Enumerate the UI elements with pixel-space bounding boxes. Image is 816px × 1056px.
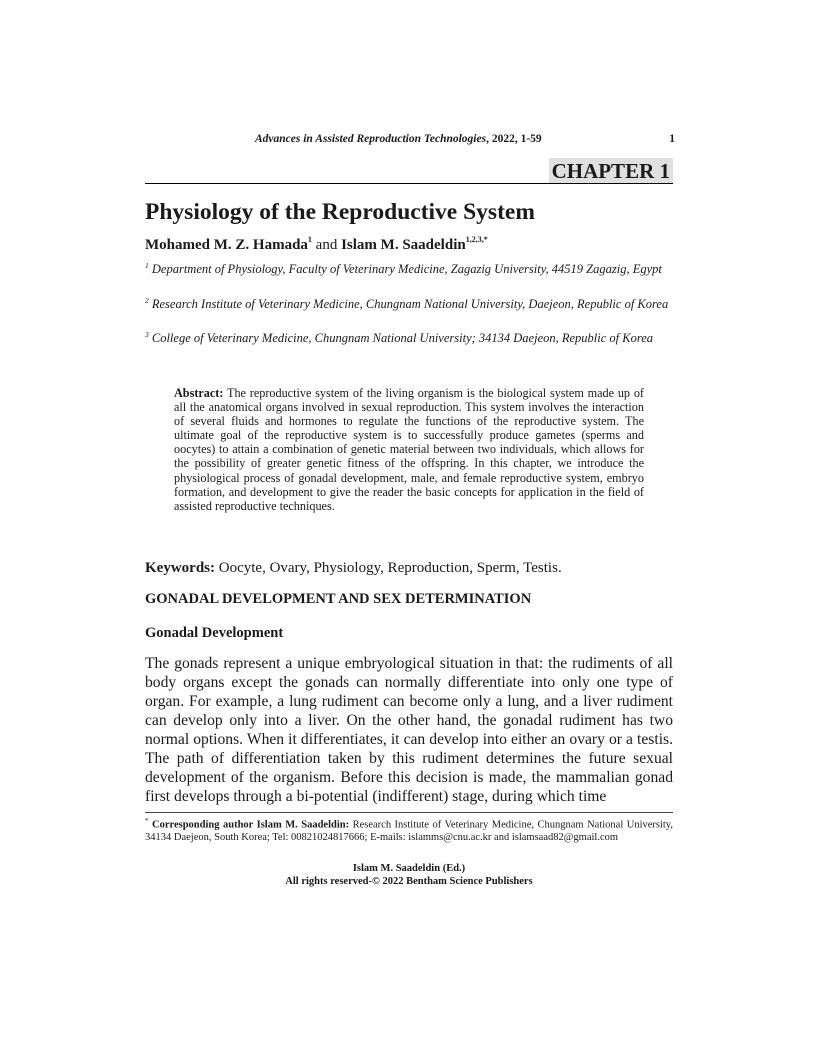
affiliation bbox=[145, 258, 673, 277]
author-name: Mohamed M. Z. Hamada bbox=[145, 237, 308, 253]
author-affil-marks: 1 bbox=[307, 235, 312, 244]
affiliation bbox=[145, 327, 673, 346]
chapter-label: CHAPTER 1 bbox=[549, 158, 673, 184]
affiliation-text: Research Institute of Veterinary Medicine, Chungnam National University, Daejeon, Republic of Korea bbox=[151, 297, 669, 312]
footnote-divider bbox=[145, 812, 673, 813]
subsection-heading: Gonadal Development bbox=[145, 625, 284, 641]
chapter-divider bbox=[145, 183, 673, 184]
affiliation bbox=[145, 293, 673, 312]
footnote-mark: * bbox=[145, 817, 149, 825]
author-connector: and bbox=[311, 237, 342, 253]
affiliation-text: College of Veterinary Medicine, Chungnam National University; 34134 Daejeon, Republic of Korea bbox=[151, 331, 654, 346]
body-paragraph: The gonads represent a unique embryological situation in that: the rudiments of all body organs except the gonads can normally differentiate into only one type of organ. For example, a lung rudiment can become only a lung, and a liver rudiment can develop only into a liver. On the other hand, the gonadal rudiment has two normal options. When it differentiates, it can develop into either an ovary or a testis. The path of differentiation taken by this rudiment determines the future sexual development of the organism. Before this decision is made, the mammalian gonad first develops through a bi-potential (indifferent) stage, during which time bbox=[145, 655, 673, 805]
rights-line: All rights reserved-© 2022 Bentham Science Publishers bbox=[285, 876, 533, 887]
editor-line: Islam M. Saadeldin (Ed.) bbox=[352, 863, 466, 874]
affiliation-text: Department of Physiology, Faculty of Veterinary Medicine, Zagazig University, 44519 Zagazig, Egypt bbox=[151, 262, 662, 277]
page-title: Physiology of the Reproductive System bbox=[145, 199, 535, 225]
page-number: 1 bbox=[669, 133, 675, 145]
author-list bbox=[145, 236, 488, 254]
abstract bbox=[174, 386, 644, 513]
journal-name: Advances in Assisted Reproduction Technologies bbox=[255, 133, 487, 145]
footnote-text: Research Institute of Veterinary Medicine, Chungnam National University, 34134 Daejeon, South Korea; Tel: 00821024817666; E-mails: islamms@cnu.ac.kr and islamsaad82@gmail.com bbox=[145, 819, 674, 843]
keywords-text: Oocyte, Ovary, Physiology, Reproduction, Sperm, Testis. bbox=[215, 560, 562, 576]
keywords bbox=[145, 560, 562, 577]
publisher-info bbox=[145, 862, 673, 888]
footnote bbox=[145, 815, 673, 845]
affiliation-mark: 1 bbox=[145, 261, 149, 270]
footnote-label: Corresponding author Islam M. Saadeldin: bbox=[152, 819, 350, 831]
journal-citation bbox=[255, 133, 542, 145]
section-heading: GONADAL DEVELOPMENT AND SEX DETERMINATION bbox=[145, 591, 532, 607]
affiliation-mark: 3 bbox=[145, 330, 149, 339]
affiliation-mark: 2 bbox=[145, 296, 149, 305]
keywords-label: Keywords: bbox=[145, 560, 215, 576]
journal-details: , 2022, 1-59 bbox=[486, 133, 542, 145]
abstract-text: The reproductive system of the living organism is the biological system made up of all the anatomical organs involved in sexual reproduction. This system involves the interaction of several fluids and hormones to regulate the functions of the reproductive system. The ultimate goal of the reproductive system is to successfully produce gametes (sperms and oocytes) to attain a combination of genetic material between two individuals, which allows for the possibility of greater genetic fitness of the offspring. In this chapter, we introduce the physiological process of gonadal development, male, and female reproductive system, embryo formation, and development to give the reader the basic concepts for application in the field of assisted reproductive techniques. bbox=[174, 386, 644, 513]
abstract-label: Abstract: bbox=[174, 386, 224, 400]
author-affil-marks: 1,2,3,* bbox=[465, 235, 488, 244]
author-name: Islam M. Saadeldin bbox=[341, 237, 466, 253]
